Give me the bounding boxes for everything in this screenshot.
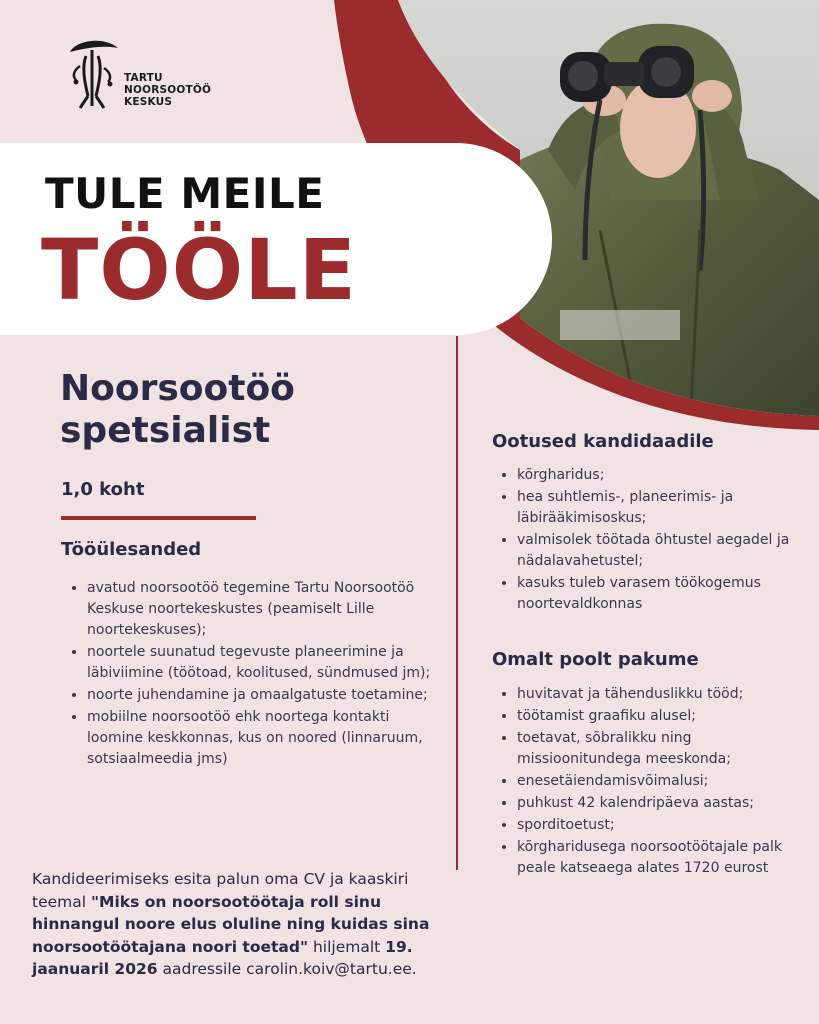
list-item: • sporditoetust; <box>517 815 817 836</box>
contact-email[interactable]: carolin.koiv@tartu.ee <box>246 960 412 978</box>
offer-list <box>495 684 817 880</box>
organization-logo <box>64 36 214 116</box>
application-instructions <box>32 868 452 981</box>
job-title <box>60 368 440 452</box>
address-prefix: aadressile <box>157 960 247 978</box>
list-item: • enesetäiendamisvõimalusi; <box>517 771 817 792</box>
list-item: • valmisolek töötada õhtustel aegadel ja nädalavahetustel; <box>517 530 817 572</box>
logo-wordmark <box>124 72 211 108</box>
apply-end: . <box>411 960 417 978</box>
list-item: • kasuks tuleb varasem töökogemus noortevaldkonnas <box>517 573 817 615</box>
list-item: • noorte juhendamine ja omaalgatuste toetamine; <box>87 685 442 706</box>
duties-heading: Tööülesanded <box>61 539 202 560</box>
list-item: • noortele suunatud tegevuste planeerimine ja läbiviimine (töötoad, koolitused, sündmused jm); <box>87 642 442 684</box>
list-item: • mobiilne noorsootöö ehk noortega kontakti loomine keskkonnas, kus on noored (linnaruum, sotsiaalmeedia jms) <box>87 707 442 770</box>
list-item: • hea suhtlemis-, planeerimis- ja läbirääkimisoskus; <box>517 487 817 529</box>
list-item: • puhkust 42 kalendripäeva aastas; <box>517 793 817 814</box>
job-title-line: spetsialist <box>60 410 271 451</box>
job-title-line: Noorsootöö <box>60 368 295 409</box>
title-underline <box>61 516 256 520</box>
list-item: • avatud noorsootöö tegemine Tartu Noorsootöö Keskuse noortekeskustes (peamiselt Lille noortekeskuses); <box>87 578 442 641</box>
headline-line-2: TÖÖLE <box>41 221 358 319</box>
requirements-list <box>495 465 817 616</box>
essay-topic: "Miks on noorsootöötaja roll sinu hinnangul noore elus oluline ning kuidas sina noorsootöötajana noori toetad" <box>32 892 430 956</box>
logo-line: TARTU <box>124 72 163 84</box>
list-item: • huvitavat ja tähenduslikku tööd; <box>517 684 817 705</box>
headline-line-1: TULE MEILE <box>45 169 325 218</box>
position-count: 1,0 koht <box>61 479 145 500</box>
apply-intro: Kandideerimiseks esita palun oma CV ja kaaskiri teemal <box>32 870 409 911</box>
deadline-prefix: hiljemalt <box>308 937 386 956</box>
logo-line: NOORSOOTÖÖ <box>124 84 212 96</box>
list-item: • kõrgharidus; <box>517 465 817 486</box>
duties-list <box>65 578 442 771</box>
requirements-heading: Ootused kandidaadile <box>492 431 714 452</box>
deadline-date: 19. jaanuaril 2026 <box>32 937 413 978</box>
list-item: • toetavat, sõbralikku ning missioonitundega meeskonda; <box>517 728 817 770</box>
umbrella-figure-icon <box>64 36 124 112</box>
column-divider <box>456 336 458 870</box>
list-item: • töötamist graafiku alusel; <box>517 706 817 727</box>
logo-line: KESKUS <box>124 96 173 108</box>
list-item: • kõrgharidusega noorsootöötajale palk peale katseaega alates 1720 eurost <box>517 837 817 879</box>
offer-heading: Omalt poolt pakume <box>492 649 699 670</box>
